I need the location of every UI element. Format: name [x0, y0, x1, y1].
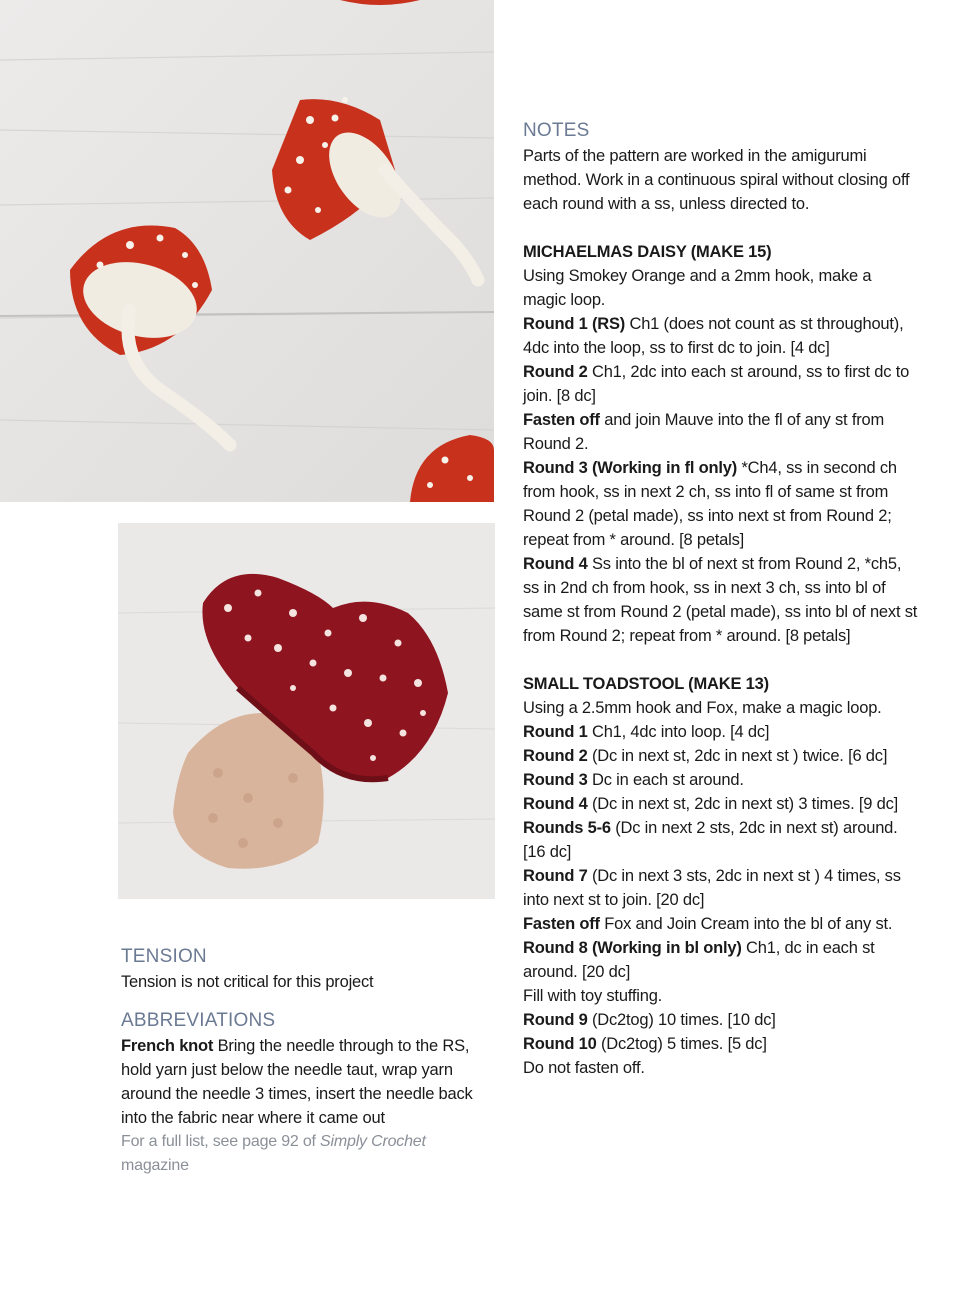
magazine-title: Simply Crochet: [320, 1133, 426, 1150]
daisy-steps: [523, 312, 918, 648]
daisy-step: Round 3 (Working in fl only) *Ch4, ss in second ch from hook, ss in next 2 ch, ss into fl of same st from Round 2 (petal made), ss into next st from Round 2; repeat from * around. [8 petals]: [523, 459, 897, 549]
toadstool-step: Round 4 (Dc in next st, 2dc in next st) 3 times. [9 dc]: [523, 795, 899, 813]
toadstool-step: Round 1 Ch1, 4dc into loop. [4 dc]: [523, 723, 770, 741]
abbreviation-term: French knot: [121, 1037, 214, 1055]
photo-red-toadstools: [0, 0, 494, 502]
toadstool-step: Rounds 5-6 (Dc in next 2 sts, 2dc in next st) around. [16 dc]: [523, 819, 898, 861]
photo-large-toadstool: [118, 523, 495, 899]
toadstool-step: Do not fasten off.: [523, 1059, 645, 1077]
daisy-heading: MICHAELMAS DAISY (MAKE 15): [523, 243, 772, 261]
toadstool-step: Fill with toy stuffing.: [523, 987, 663, 1005]
abbreviations-heading: ABBREVIATIONS: [121, 1010, 276, 1031]
toadstool-steps: [523, 720, 918, 1080]
abbreviations-note: For a full list, see page 92 of Simply Crochet magazine: [121, 1133, 426, 1174]
tension-text: Tension is not critical for this project: [121, 973, 374, 991]
daisy-step: Fasten off and join Mauve into the fl of any st from Round 2.: [523, 411, 885, 453]
toadstool-step: Round 9 (Dc2tog) 10 times. [10 dc]: [523, 1011, 776, 1029]
toadstool-step: Round 3 Dc in each st around.: [523, 771, 744, 789]
notes-text: Parts of the pattern are worked in the amigurumi method. Work in a continuous spiral without closing off each round with a ss, unless directed to.: [523, 147, 910, 213]
toadstool-step: Round 2 (Dc in next st, 2dc in next st ) twice. [6 dc]: [523, 747, 888, 765]
tension-heading: TENSION: [121, 946, 207, 967]
daisy-step: Round 4 Ss into the bl of next st from Round 2, *ch5, ss in 2nd ch from hook, ss in next 3 ch, ss into bl of same st from Round 2 (petal made), ss into bl of next st from Round 2; repeat from * around. [8 petals]: [523, 555, 918, 645]
daisy-intro: Using Smokey Orange and a 2mm hook, make a magic loop.: [523, 267, 872, 309]
abbreviation-definition: Bring the needle through to the RS, hold yarn just below the needle taut, wrap yarn around the needle 3 times, insert the needle back into the fabric near where it came out: [121, 1037, 473, 1127]
abbreviation-french-knot: [121, 1034, 496, 1130]
toadstool-step: Round 8 (Working in bl only) Ch1, dc in each st around. [20 dc]: [523, 939, 875, 981]
left-column: [121, 944, 496, 1178]
daisy-step: Round 2 Ch1, 2dc into each st around, ss to first dc to join. [8 dc]: [523, 363, 910, 405]
toadstool-step: Round 10 (Dc2tog) 5 times. [5 dc]: [523, 1035, 767, 1053]
right-column: [523, 118, 918, 1080]
toadstool-step: Round 7 (Dc in next 3 sts, 2dc in next st ) 4 times, ss into next st to join. [20 dc]: [523, 867, 901, 909]
toadstool-intro: Using a 2.5mm hook and Fox, make a magic loop.: [523, 699, 882, 717]
notes-heading: NOTES: [523, 120, 590, 141]
daisy-step: Round 1 (RS) Ch1 (does not count as st throughout), 4dc into the loop, ss to first dc to join. [4 dc]: [523, 315, 904, 357]
toadstool-heading: SMALL TOADSTOOL (MAKE 13): [523, 675, 769, 693]
toadstool-step: Fasten off Fox and Join Cream into the bl of any st.: [523, 915, 893, 933]
